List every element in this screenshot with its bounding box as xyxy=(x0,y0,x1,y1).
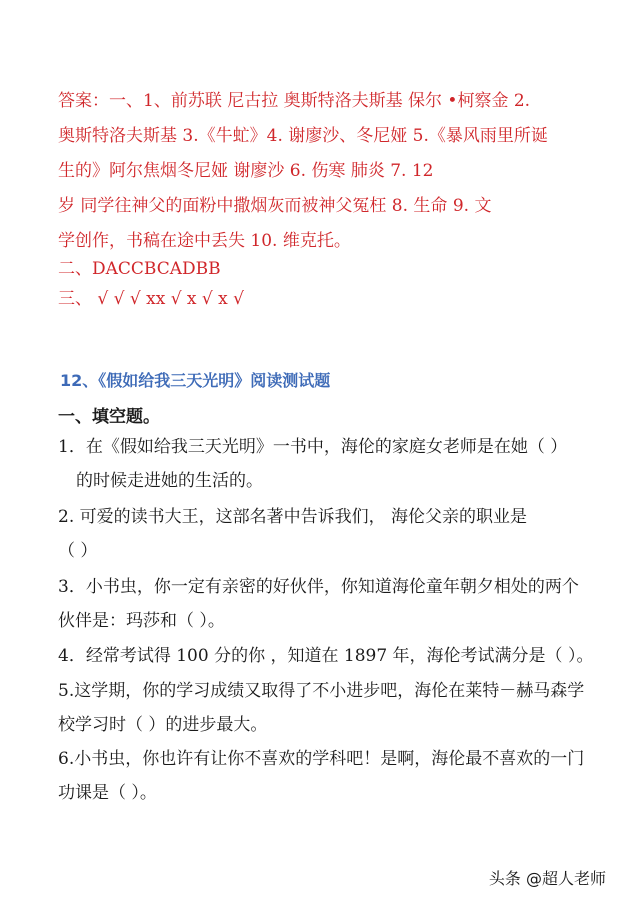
watermark: 头条 @超人老师 xyxy=(488,869,606,888)
answer-part-2: 二、DACCBCADBB xyxy=(58,259,221,279)
question-4-line-1: 4．经常考试得 100 分的你 ，知道在 1897 年，海伦考试满分是（ ）。 xyxy=(58,646,594,666)
answer-part-3: 三、 √ √ √ xx √ x √ x √ xyxy=(58,289,244,309)
answer-line-5: 学创作，书稿在途中丢失 10. 维克托。 xyxy=(58,231,351,251)
question-5-line-1: 5.这学期，你的学习成绩又取得了不小进步吧，海伦在莱特－赫马森学 xyxy=(58,681,585,701)
answer-line-3: 生的》阿尔焦烟冬尼娅 谢廖沙 6. 伤寒 肺炎 7. 12 xyxy=(58,161,434,181)
question-5-line-2: 校学习时（ ）的进步最大。 xyxy=(58,715,268,735)
answer-line-4: 岁 同学往神父的面粉中撒烟灰而被神父冤枉 8. 生命 9. 文 xyxy=(58,196,492,216)
question-2-line-1: 2. 可爱的读书大王，这部名著中告诉我们， 海伦父亲的职业是 xyxy=(58,507,528,527)
section-title: 12、《假如给我三天光明》阅读测试题 xyxy=(60,371,331,390)
question-3-line-1: 3．小书虫，你一定有亲密的好伙伴，你知道海伦童年朝夕相处的两个 xyxy=(58,577,579,597)
answer-block xyxy=(58,84,598,259)
question-2-line-2: （ ） xyxy=(58,541,98,561)
question-1-line-2: 的时候走进她的生活的。 xyxy=(76,471,263,491)
question-6-line-1: 6.小书虫，你也许有让你不喜欢的学科吧！是啊，海伦最不喜欢的一门 xyxy=(58,749,585,769)
answer-line-2: 奥斯特洛夫斯基 3.《牛虻》4. 谢廖沙、冬尼娅 5.《暴风雨里所诞 xyxy=(58,126,548,146)
question-1-line-1: 1．在《假如给我三天光明》一书中，海伦的家庭女老师是在她（ ） xyxy=(58,437,568,457)
question-3-line-2: 伙伴是：玛莎和（ ）。 xyxy=(58,611,225,631)
question-6-line-2: 功课是（ ）。 xyxy=(58,783,157,803)
answer-line-1: 答案：一、1、前苏联 尼古拉 奥斯特洛夫斯基 保尔 •柯察金 2. xyxy=(58,91,531,111)
part-heading: 一、填空题。 xyxy=(58,407,160,427)
